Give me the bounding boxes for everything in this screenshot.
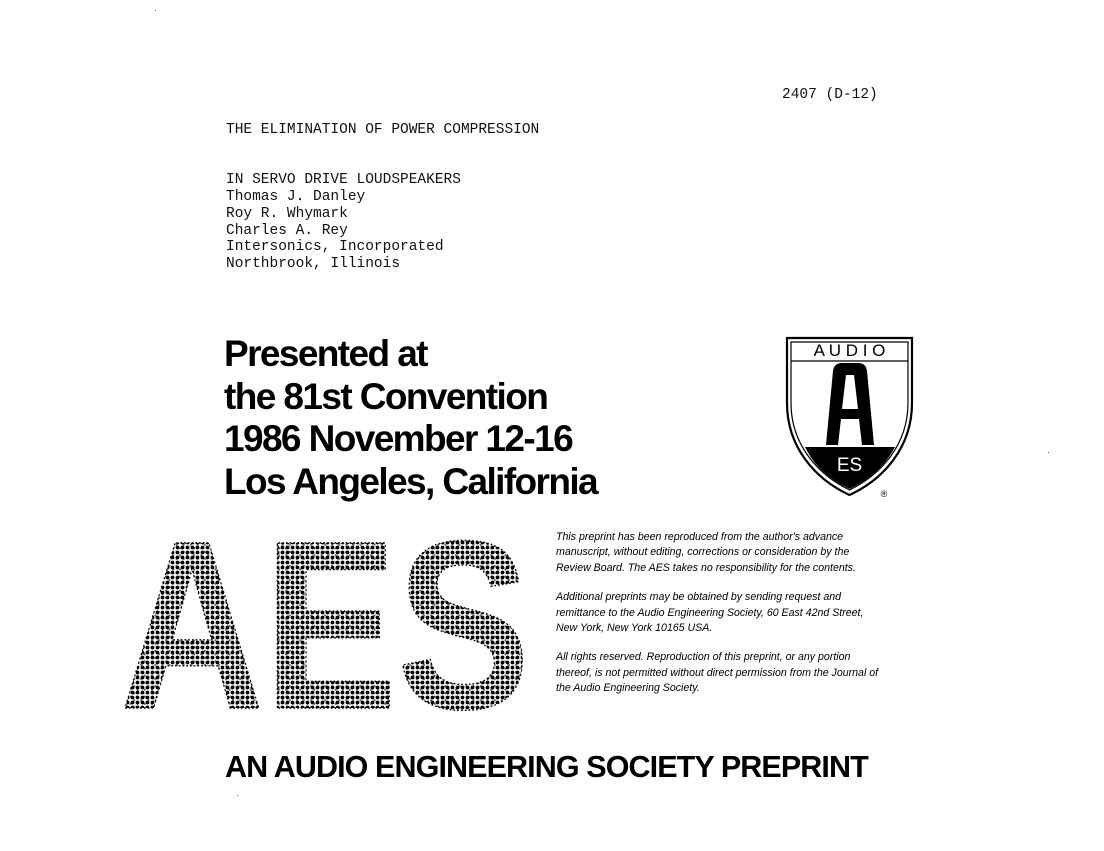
registered-mark: ®	[880, 489, 888, 499]
presented-at-block	[224, 333, 597, 503]
author-3: Charles A. Rey	[226, 222, 348, 239]
preprint-number: 2407 (D-12)	[782, 87, 878, 103]
scan-speck	[1048, 452, 1049, 453]
aes-big-halftone-logo	[120, 520, 540, 720]
paper-title	[226, 88, 539, 206]
presented-line-4: Los Angeles, California	[224, 460, 598, 502]
paper-title-line-1: THE ELIMINATION OF POWER COMPRESSION	[226, 121, 540, 138]
author-block	[226, 189, 444, 273]
footer-title: AN AUDIO ENGINEERING SOCIETY PREPRINT	[225, 750, 868, 784]
aes-shield-logo	[784, 335, 918, 501]
disclaimer-rights: All rights reserved. Reproduction of this preprint, or any portion thereof, is not permitted without direct permission from the Journal of the Audio Engineering Society.	[556, 651, 879, 695]
big-aes-text-overlay: AES	[120, 520, 530, 720]
disclaimer-additional-preprints: Additional preprints may be obtained by sending request and remittance to the Audio Engineering Society, 60 East 42nd Street, New York, New York 10165 USA.	[556, 591, 864, 635]
presented-line-2: the 81st Convention	[224, 375, 548, 417]
paper-title-line-2: IN SERVO DRIVE LOUDSPEAKERS	[226, 171, 461, 188]
scan-speck	[155, 10, 156, 11]
author-1: Thomas J. Danley	[226, 189, 366, 205]
logo-audio-text: A U D I O	[813, 341, 886, 360]
scan-speck	[237, 795, 238, 796]
logo-es-text: ES	[836, 455, 863, 476]
affiliation: Intersonics, Incorporated	[226, 239, 444, 256]
affiliation-location: Northbrook, Illinois	[226, 256, 401, 273]
big-aes-text: AES	[120, 520, 530, 720]
disclaimer-reproduced: This preprint has been reproduced from the author's advance manuscript, without editing, corrections or consideration by the Review Board. The AES takes no responsibility for the contents.	[556, 531, 856, 574]
author-2: Roy R. Whymark	[226, 205, 348, 222]
presented-line-3: 1986 November 12-16	[224, 418, 573, 459]
disclaimer-block	[556, 530, 886, 711]
presented-line-1: Presented at	[224, 333, 427, 374]
